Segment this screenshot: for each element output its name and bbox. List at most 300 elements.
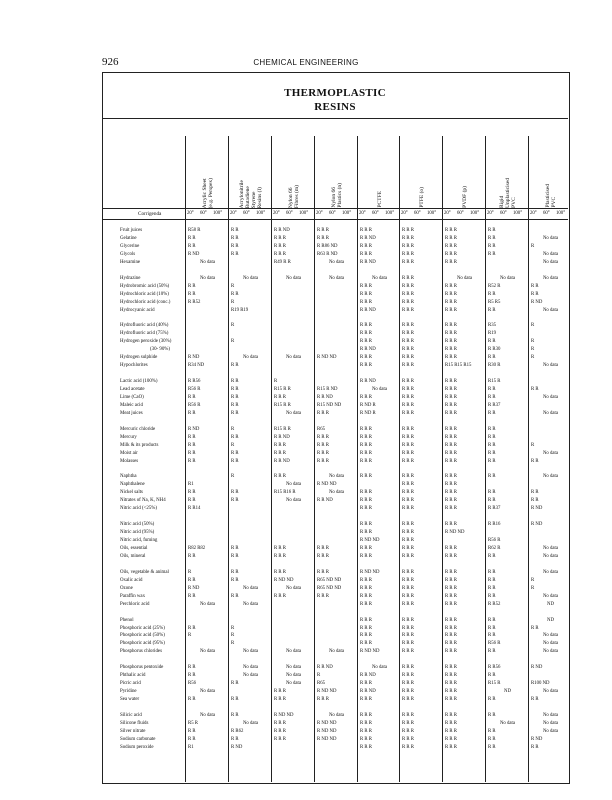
table-cell: R R R bbox=[317, 458, 329, 464]
column-header bbox=[443, 136, 486, 208]
table-cell: R R ND bbox=[360, 235, 376, 241]
table-cell: No data bbox=[285, 275, 302, 281]
row-label: Fruit juices bbox=[120, 228, 143, 233]
table-cell: R R bbox=[488, 228, 496, 233]
table-cell: No data bbox=[199, 649, 216, 655]
table-cell: R R R bbox=[360, 601, 372, 607]
table-cell: R R R bbox=[274, 569, 286, 575]
column-header bbox=[358, 136, 401, 208]
table-cell: R R R bbox=[402, 347, 414, 353]
table-cell: R R R bbox=[274, 546, 286, 551]
table-cell: R R bbox=[488, 577, 496, 583]
table-cell: R R bbox=[488, 744, 496, 750]
row-label: Glycols bbox=[120, 251, 136, 257]
table-cell: R ND ND bbox=[317, 736, 337, 742]
table-cell: No data bbox=[242, 601, 259, 607]
row-label: Meat juices bbox=[120, 410, 143, 416]
row-label: Hypochlorites bbox=[120, 363, 148, 369]
table-cell: R R bbox=[488, 617, 496, 623]
table-cell: No data bbox=[285, 498, 302, 504]
table-cell: R R bbox=[488, 355, 496, 361]
table-cell: R R ND bbox=[317, 498, 333, 504]
table-cell: R R R bbox=[360, 474, 372, 480]
table-cell: R R bbox=[488, 625, 496, 631]
table-cell: R R R bbox=[360, 363, 372, 369]
table-cell: R R bbox=[488, 712, 496, 718]
table-cell: R bbox=[188, 633, 192, 639]
table-cell: R R R bbox=[445, 593, 457, 599]
table-cell: R R R bbox=[274, 442, 286, 448]
table-cell: R R R bbox=[402, 482, 414, 488]
table-cell: No data bbox=[371, 275, 388, 281]
column-header-text: Acrylic Sheet (e.g. Perspex) bbox=[201, 177, 214, 208]
row-label: Mercury bbox=[120, 434, 137, 440]
row-label: Phosphoric acid (95%) bbox=[120, 641, 165, 647]
table-cell: R R R bbox=[445, 665, 457, 671]
table-cell: R62 R bbox=[488, 546, 501, 551]
table-cell: No data bbox=[285, 585, 302, 591]
table-cell: R R R bbox=[402, 641, 414, 647]
table-cell: R R R bbox=[402, 426, 414, 432]
table-cell: R R R bbox=[317, 228, 329, 233]
table-cell: R R R bbox=[274, 553, 286, 559]
row-label: (30- 90%) bbox=[150, 347, 170, 353]
row-label: Gelatine bbox=[120, 235, 137, 241]
table-cell: R R ND bbox=[360, 673, 376, 679]
row-label: Nitric acid, fuming bbox=[120, 538, 158, 544]
table-cell: R R bbox=[488, 434, 496, 440]
table-cell: R R R bbox=[402, 402, 414, 408]
table-cell: No data bbox=[542, 474, 559, 480]
table-cell: R R bbox=[231, 291, 239, 297]
table-title-line1: THERMOPLASTIC bbox=[284, 87, 386, 99]
temperature-label: 60° bbox=[372, 211, 379, 216]
table-title-line2: RESINS bbox=[314, 101, 356, 113]
table-cell: R R bbox=[188, 577, 196, 583]
table-cell: R R bbox=[231, 450, 239, 456]
table-cell: R15 R R bbox=[274, 402, 291, 408]
table-cell: R1 bbox=[188, 744, 194, 750]
table-cell: R R R bbox=[445, 625, 457, 631]
temperature-row-divider bbox=[102, 219, 568, 220]
table-cell: R R R bbox=[445, 394, 457, 400]
table-cell: R R ND bbox=[360, 347, 376, 353]
row-label: Nitric acid (95%) bbox=[120, 530, 155, 536]
table-cell: R R R bbox=[445, 450, 457, 456]
row-label: Nitric acid (<25%) bbox=[120, 506, 157, 512]
table-cell: R R R bbox=[445, 426, 457, 432]
table-cell: No data bbox=[285, 410, 302, 416]
table-cell: R R bbox=[188, 673, 196, 679]
table-cell: R R56 bbox=[488, 665, 501, 671]
temperature-label: 20° bbox=[530, 211, 537, 216]
table-cell: R65 ND ND bbox=[317, 577, 342, 583]
table-cell: R R R bbox=[445, 482, 457, 488]
table-cell: R R R bbox=[445, 283, 457, 289]
table-cell: R bbox=[531, 347, 535, 353]
table-cell: R R R bbox=[402, 530, 414, 536]
table-cell: R R R bbox=[402, 673, 414, 679]
table-cell: R R bbox=[231, 546, 239, 551]
row-label: Phenol bbox=[120, 617, 134, 623]
table-cell: R ND ND bbox=[274, 712, 294, 718]
table-cell: R65 ND ND bbox=[317, 585, 342, 591]
table-cell: R bbox=[317, 673, 321, 679]
row-label: Perchloric acid bbox=[120, 601, 150, 607]
table-cell: R R R bbox=[445, 235, 457, 241]
table-cell: R R bbox=[231, 379, 239, 385]
table-cell: R15 R R bbox=[274, 426, 291, 432]
table-cell: No data bbox=[542, 410, 559, 416]
table-cell: R R bbox=[488, 673, 496, 679]
table-cell: R R bbox=[488, 593, 496, 599]
column-header bbox=[486, 136, 529, 208]
table-cell: R R ND bbox=[274, 458, 290, 464]
table-cell: No data bbox=[542, 641, 559, 647]
table-cell: R R R bbox=[360, 490, 372, 496]
table-cell: R R R bbox=[445, 442, 457, 448]
table-cell: R1 bbox=[188, 482, 194, 488]
table-cell: R R bbox=[188, 394, 196, 400]
table-cell: No data bbox=[542, 363, 559, 369]
temperature-label: 100° bbox=[470, 211, 480, 216]
table-cell: R R R bbox=[445, 339, 457, 345]
table-cell: R R R bbox=[317, 553, 329, 559]
table-cell: R R R bbox=[274, 251, 286, 257]
table-cell: R R R bbox=[402, 251, 414, 257]
table-cell: R R bbox=[488, 442, 496, 448]
row-label: Sea water bbox=[120, 697, 140, 703]
table-cell: R R bbox=[488, 251, 496, 257]
table-cell: R R R bbox=[445, 259, 457, 265]
row-label: Oils, vegetable & animal bbox=[120, 569, 169, 575]
table-cell: No data bbox=[542, 251, 559, 257]
table-cell: R R bbox=[188, 665, 196, 671]
row-label: Milk & its products bbox=[120, 442, 159, 448]
temperature-label: 60° bbox=[543, 211, 550, 216]
row-label: Hexamine bbox=[120, 259, 141, 265]
table-cell: R R R bbox=[445, 546, 457, 551]
table-cell: R R R bbox=[445, 490, 457, 496]
table-cell: R R R bbox=[402, 728, 414, 734]
temperature-label: 100° bbox=[342, 211, 352, 216]
column-header bbox=[400, 136, 443, 208]
table-cell: No data bbox=[285, 482, 302, 488]
table-cell: No data bbox=[242, 585, 259, 591]
table-cell: R R R bbox=[360, 506, 372, 512]
table-cell: No data bbox=[542, 235, 559, 241]
table-cell: R R bbox=[231, 387, 239, 392]
table-cell: R56 R bbox=[188, 387, 201, 392]
table-cell: R R bbox=[231, 243, 239, 249]
row-label: Hydrochloric acid (conc.) bbox=[120, 299, 171, 305]
table-cell: R100 ND bbox=[531, 681, 550, 687]
table-cell: R R bbox=[488, 450, 496, 456]
table-cell: R R bbox=[531, 697, 539, 703]
table-cell: R R R bbox=[360, 450, 372, 456]
table-cell: R R R bbox=[402, 394, 414, 400]
table-cell: R bbox=[531, 577, 535, 583]
table-cell: R5 R bbox=[188, 720, 198, 726]
table-cell: R R R bbox=[445, 458, 457, 464]
table-cell: R R bbox=[488, 633, 496, 639]
table-cell: R R R bbox=[402, 323, 414, 329]
table-cell: No data bbox=[199, 601, 216, 607]
table-cell: R ND ND bbox=[317, 720, 337, 726]
table-cell: R R R bbox=[402, 275, 414, 281]
table-cell: R R52 bbox=[488, 601, 501, 607]
table-cell: R R R bbox=[317, 593, 329, 599]
table-cell: R R R bbox=[402, 307, 414, 313]
table-cell: R R16 bbox=[488, 522, 501, 528]
table-cell: R R R bbox=[402, 387, 414, 392]
table-cell: R R bbox=[488, 235, 496, 241]
table-cell: R R R bbox=[445, 331, 457, 337]
table-cell: R R R bbox=[360, 355, 372, 361]
table-cell: R R bbox=[188, 593, 196, 599]
table-cell: R R ND bbox=[317, 665, 333, 671]
table-cell: No data bbox=[328, 275, 345, 281]
table-cell: R R bbox=[488, 736, 496, 742]
table-cell: No data bbox=[328, 490, 345, 496]
table-cell: R15 R R bbox=[274, 387, 291, 392]
table-cell: R R R bbox=[402, 577, 414, 583]
temperature-label: 100° bbox=[385, 211, 395, 216]
column-header-text: Nylon 66 Plastics (n) bbox=[330, 183, 343, 208]
table-cell: No data bbox=[242, 665, 259, 671]
table-cell: R R bbox=[188, 283, 196, 289]
row-label: Hydrogen peroxide (30%) bbox=[120, 339, 172, 345]
row-label: Oxalic acid bbox=[120, 577, 143, 583]
table-cell: No data bbox=[285, 355, 302, 361]
table-cell: No data bbox=[542, 649, 559, 655]
table-cell: R R bbox=[488, 426, 496, 432]
table-cell: ND bbox=[504, 689, 511, 695]
column-divider bbox=[357, 136, 358, 782]
table-cell: R R R bbox=[402, 228, 414, 233]
column-header bbox=[529, 136, 572, 208]
table-cell: R bbox=[188, 569, 192, 575]
table-cell: No data bbox=[542, 307, 559, 313]
row-label: Hydrochloric acid (10%) bbox=[120, 291, 169, 297]
table-cell: R R30 bbox=[488, 347, 501, 353]
table-cell: R63 R ND bbox=[317, 251, 338, 257]
table-cell: R R R bbox=[360, 426, 372, 432]
row-label: Phosphoric acid (25%) bbox=[120, 625, 165, 631]
table-cell: R R bbox=[231, 235, 239, 241]
row-label: Mercuric chloride bbox=[120, 426, 156, 432]
temperature-label: 60° bbox=[286, 211, 293, 216]
table-cell: R R R bbox=[402, 363, 414, 369]
table-cell: R R R bbox=[360, 546, 372, 551]
table-cell: R R R bbox=[360, 633, 372, 639]
temperature-label: 20° bbox=[487, 211, 494, 216]
table-cell: No data bbox=[285, 665, 302, 671]
table-cell: R R R bbox=[402, 522, 414, 528]
table-cell: R R bbox=[488, 490, 496, 496]
table-cell: R bbox=[231, 633, 235, 639]
temperature-label: 20° bbox=[187, 211, 194, 216]
table-cell: R R bbox=[488, 474, 496, 480]
row-label: Nickel salts bbox=[120, 490, 143, 496]
column-header bbox=[315, 136, 358, 208]
table-cell: R R R bbox=[360, 530, 372, 536]
table-cell: R R R bbox=[274, 689, 286, 695]
table-cell: R R R bbox=[360, 625, 372, 631]
table-cell: R R R bbox=[402, 649, 414, 655]
table-cell: R R bbox=[488, 394, 496, 400]
table-cell: R65 bbox=[317, 681, 325, 687]
row-label: Moist air bbox=[120, 450, 138, 456]
table-cell: No data bbox=[242, 720, 259, 726]
table-cell: R R R bbox=[402, 243, 414, 249]
table-cell: R ND ND bbox=[317, 689, 337, 695]
table-cell: R R R bbox=[360, 585, 372, 591]
table-cell: R R R bbox=[445, 697, 457, 703]
table-cell: R R R bbox=[402, 538, 414, 544]
table-cell: R R R bbox=[445, 689, 457, 695]
table-cell: R R R bbox=[402, 283, 414, 289]
table-cell: R R bbox=[231, 553, 239, 559]
table-cell: No data bbox=[456, 275, 473, 281]
table-cell: R49 R R bbox=[274, 259, 291, 265]
table-cell: R ND bbox=[231, 744, 243, 750]
row-label: Hydrofluoric acid (40%) bbox=[120, 323, 169, 329]
table-cell: R R bbox=[231, 363, 239, 369]
table-cell: R82 R82 bbox=[188, 546, 206, 551]
temperature-label: 60° bbox=[414, 211, 421, 216]
table-cell: No data bbox=[542, 728, 559, 734]
table-cell: R R R bbox=[360, 394, 372, 400]
table-cell: R R R bbox=[360, 434, 372, 440]
table-cell: R R R bbox=[402, 720, 414, 726]
table-cell: R19 bbox=[488, 331, 496, 337]
table-cell: No data bbox=[542, 275, 559, 281]
page-number: 926 bbox=[102, 56, 119, 68]
table-cell: R R R bbox=[402, 410, 414, 416]
table-cell: R R R bbox=[360, 712, 372, 718]
column-header-text: Acrylonitrile Butadiene Styrene Resins (l) bbox=[238, 179, 263, 208]
table-cell: R R R bbox=[360, 681, 372, 687]
table-cell: R R R bbox=[402, 474, 414, 480]
column-divider bbox=[528, 136, 529, 782]
table-cell: R ND ND bbox=[317, 355, 337, 361]
table-cell: R R R bbox=[445, 347, 457, 353]
table-cell: R bbox=[531, 339, 535, 345]
table-cell: R bbox=[231, 641, 235, 647]
table-cell: No data bbox=[542, 633, 559, 639]
table-cell: R R R bbox=[445, 673, 457, 679]
table-cell: R R bbox=[231, 490, 239, 496]
table-cell: R ND ND bbox=[360, 649, 380, 655]
table-cell: R R14 bbox=[188, 506, 201, 512]
table-cell: No data bbox=[542, 569, 559, 575]
table-cell: R R ND bbox=[360, 379, 376, 385]
table-cell: R R bbox=[488, 307, 496, 313]
table-cell: R15 R bbox=[488, 681, 501, 687]
table-cell: R R R bbox=[445, 641, 457, 647]
table-cell: R R ND bbox=[274, 228, 290, 233]
table-cell: No data bbox=[542, 450, 559, 456]
row-label: Paraffin wax bbox=[120, 593, 146, 599]
temperature-label: 20° bbox=[401, 211, 408, 216]
table-cell: R R bbox=[188, 553, 196, 559]
table-cell: R R bbox=[188, 450, 196, 456]
row-label: Lactic acid (100%) bbox=[120, 379, 158, 385]
table-cell: R15 R15 R15 bbox=[445, 363, 472, 369]
table-cell: R R R bbox=[402, 665, 414, 671]
table-cell: R ND R bbox=[360, 410, 376, 416]
temperature-label: 60° bbox=[200, 211, 207, 216]
table-cell: R65 bbox=[317, 426, 325, 432]
table-cell: R R R bbox=[360, 299, 372, 305]
table-cell: R R R bbox=[445, 307, 457, 313]
table-cell: R R bbox=[488, 243, 496, 249]
table-cell: R ND bbox=[531, 506, 543, 512]
table-cell: No data bbox=[199, 712, 216, 718]
table-cell: R R bbox=[231, 593, 239, 599]
table-cell: R R86 ND bbox=[317, 243, 338, 249]
temperature-label: 60° bbox=[329, 211, 336, 216]
table-cell: R bbox=[231, 426, 235, 432]
table-cell: R R R bbox=[445, 323, 457, 329]
table-cell: R R bbox=[531, 291, 539, 297]
table-cell: R19 R19 bbox=[231, 307, 249, 313]
table-title bbox=[102, 86, 568, 114]
table-cell: R ND bbox=[531, 299, 543, 305]
temperature-label: 20° bbox=[316, 211, 323, 216]
table-cell: R R bbox=[488, 649, 496, 655]
table-cell: R R bbox=[231, 498, 239, 504]
table-cell: R R R bbox=[317, 697, 329, 703]
table-cell: R bbox=[231, 323, 235, 329]
table-cell: No data bbox=[242, 275, 259, 281]
table-cell: R R bbox=[531, 498, 539, 504]
table-cell: R R R bbox=[360, 728, 372, 734]
table-cell: R R62 bbox=[231, 728, 244, 734]
table-cell: R R R bbox=[360, 736, 372, 742]
table-cell: R R R bbox=[402, 585, 414, 591]
table-cell: R R R bbox=[402, 490, 414, 496]
table-cell: R R R bbox=[360, 243, 372, 249]
table-cell: R R bbox=[188, 410, 196, 416]
table-cell: R R R bbox=[445, 649, 457, 655]
row-label: Silicic acid bbox=[120, 712, 142, 718]
row-label: Nitric acid (50%) bbox=[120, 522, 155, 528]
table-cell: R R bbox=[531, 625, 539, 631]
table-cell: R R R bbox=[445, 498, 457, 504]
table-cell: R R R bbox=[274, 474, 286, 480]
table-cell: R R R bbox=[445, 712, 457, 718]
table-cell: No data bbox=[285, 673, 302, 679]
table-cell: R15 ND ND bbox=[317, 402, 342, 408]
table-cell: R R R bbox=[360, 641, 372, 647]
table-cell: R R R bbox=[402, 601, 414, 607]
table-cell: R R37 bbox=[488, 506, 501, 512]
table-cell: R R ND bbox=[360, 259, 376, 265]
table-cell: R R R bbox=[445, 720, 457, 726]
table-cell: R ND ND bbox=[360, 569, 380, 575]
table-cell: R R R bbox=[402, 736, 414, 742]
temperature-label: 60° bbox=[500, 211, 507, 216]
table-cell: R R R bbox=[445, 251, 457, 257]
table-cell: R R52 bbox=[188, 299, 201, 305]
table-cell: No data bbox=[371, 387, 388, 392]
table-cell: R30 R bbox=[488, 363, 501, 369]
title-divider bbox=[102, 118, 568, 119]
table-cell: R R bbox=[531, 283, 539, 289]
row-label: Phosphoric acid (50%) bbox=[120, 633, 165, 639]
